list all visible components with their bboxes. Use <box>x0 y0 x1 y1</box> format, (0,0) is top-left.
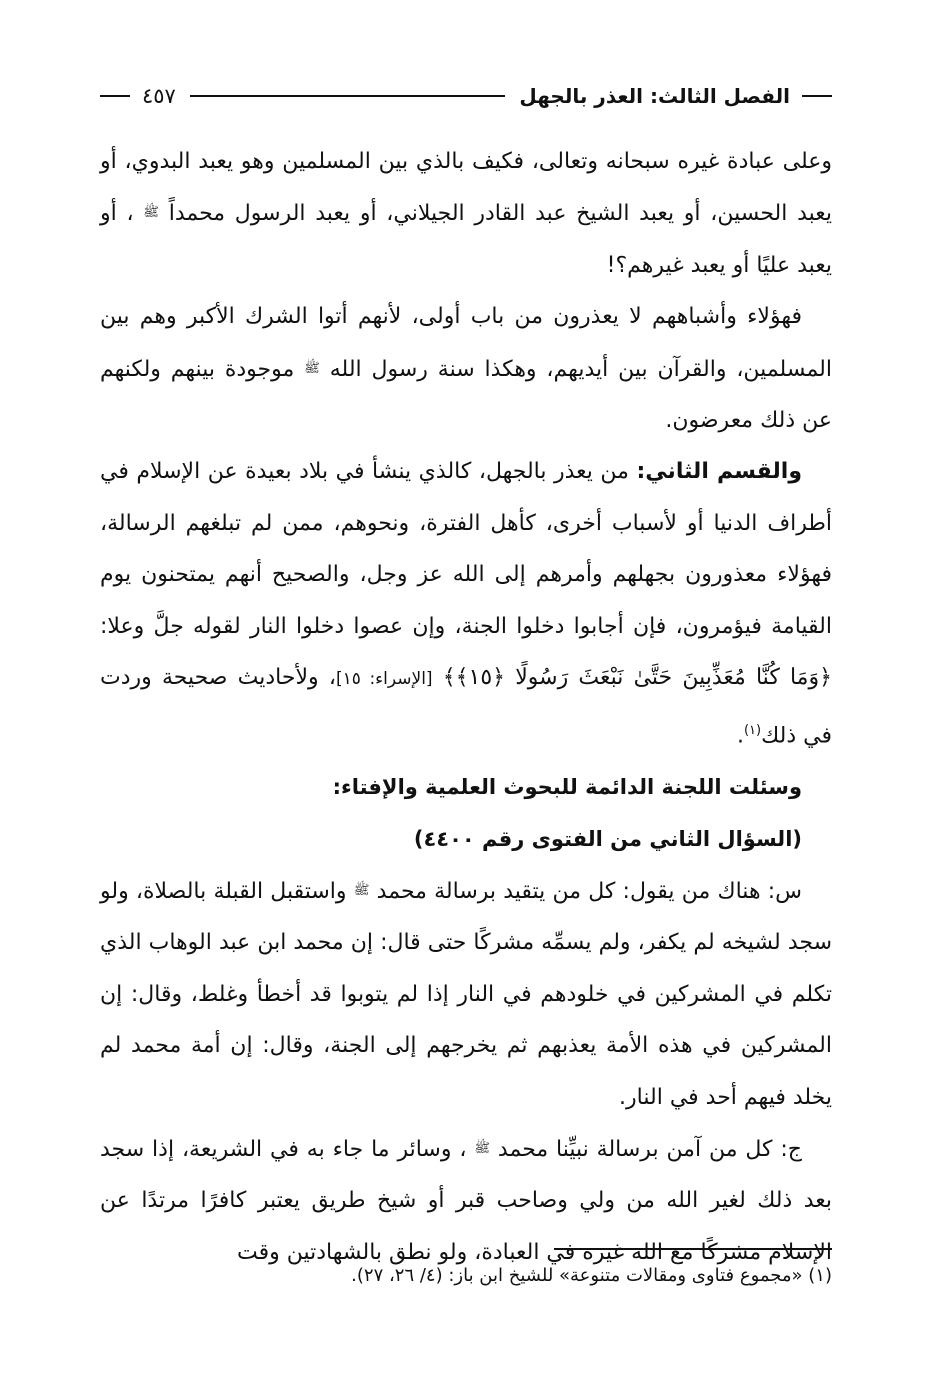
paragraph-2-end: موجودة بينهم ولكنهم عن ذلك معرضون. <box>100 356 832 434</box>
paragraph-3 <box>100 446 832 762</box>
salutation-mark: ﷺ <box>304 360 320 376</box>
question-intro: وسئلت اللجنة الدائمة للبحوث العلمية والإفتاء: <box>332 775 802 800</box>
header-dash-right <box>802 95 832 97</box>
body-text <box>100 136 832 1278</box>
fatwa-number: (السؤال الثاني من الفتوى رقم ٤٤٠٠) <box>413 826 802 851</box>
answer-paragraph <box>100 1123 832 1278</box>
book-page <box>100 70 832 1360</box>
verse-reference: [الإسراء: ١٥] <box>335 669 433 690</box>
question-text-end: واستقبل القبلة بالصلاة، ولو سجد لشيخه لم يكفر، ولم يسمِّه مشركًا حتى قال: إن محمد ابن عبد الوهاب الذي تكلم في المشركين في خلودهم في النار إذا لم يتوبوا قد أخطأ وغلط، وقال: إن المشركين في هذه الأمة يعذبهم ثم يخرجهم إلى الجنة، وقال: إن أمة محمد لم يخلد فيهم أحد في النار. <box>100 879 832 1110</box>
header-dash-left <box>100 95 130 97</box>
paragraph-2 <box>100 291 832 446</box>
salutation-mark: ﷺ <box>474 1141 491 1157</box>
running-header <box>100 76 832 116</box>
answer-text: ج: كل من آمن برسالة نبيِّنا محمد <box>497 1137 802 1163</box>
header-rule <box>190 95 506 97</box>
paragraph-1 <box>100 136 832 291</box>
quran-verse: ﴿وَمَا كُنَّا مُعَذِّبِينَ حَتَّىٰ نَبْعَثَ رَسُولًا ﴿١٥﴾﴾ <box>442 665 832 691</box>
paragraph-1-text: وعلى عبادة غيره سبحانه وتعالى، فكيف بالذي بين المسلمين وهو يعبد البدوي، أو يعبد الحسين، أو يعبد الشيخ عبد القادر الجيلاني، أو يعبد الرسول محمداً <box>100 149 832 227</box>
chapter-title: الفصل الثالث: العذر بالجهل <box>519 84 790 108</box>
answer-text-end: ، وسائر ما جاء به في الشريعة، إذا سجد بعد ذلك لغير الله من ولي وصاحب قبر أو شيخ طريق يعتبر كافرًا مرتدًا عن الإسلام مشركًا مع الله غيره في العبادة، ولو نطق بالشهادتين وقت <box>100 1137 832 1265</box>
footnote-marker[interactable]: (١) <box>743 723 762 739</box>
page-number: ٤٥٧ <box>142 84 176 108</box>
question-paragraph <box>100 865 832 1123</box>
paragraph-3-period: . <box>736 723 744 749</box>
salutation-mark: ﷺ <box>143 205 159 221</box>
footnote-rule <box>554 1248 832 1250</box>
section-lead: والقسم الثاني: <box>636 459 802 485</box>
question-text: س: هناك من يقول: كل من يتقيد برسالة محمد <box>376 879 803 905</box>
paragraph-1-end: ، أو يعبد عليًا أو يعبد غيرهم؟! <box>100 201 832 278</box>
salutation-mark: ﷺ <box>353 883 370 899</box>
paragraph-3-text: من يعذر بالجهل، كالذي ينشأ في بلاد بعيدة عن الإسلام في أطراف الدنيا أو لأسباب أخرى، كأهل الفترة، ونحوهم، ممن لم تبلغهم الرسالة، فهؤلاء معذورون بجهلهم وأمرهم إلى الله عز وجل، والصحيح أنهم يمتحنون يوم القيامة فيؤمرون، فإن أجابوا دخلوا الجنة، وإن عصوا دخلوا النار لقوله جلَّ وعلا: <box>100 459 832 639</box>
paragraph-2-text: فهؤلاء وأشباههم لا يعذرون من باب أولى، لأنهم أتوا الشرك الأكبر وهم بين المسلمين، والقرآن بين أيديهم، وهكذا سنة رسول الله <box>100 304 832 382</box>
footnote: (١) «مجموع فتاوى ومقالات متنوعة» للشيخ ابن باز: (٤/ ٢٦، ٢٧). <box>351 1265 832 1286</box>
paragraph-3-end: ، ولأحاديث صحيحة وردت في ذلك <box>100 665 832 749</box>
